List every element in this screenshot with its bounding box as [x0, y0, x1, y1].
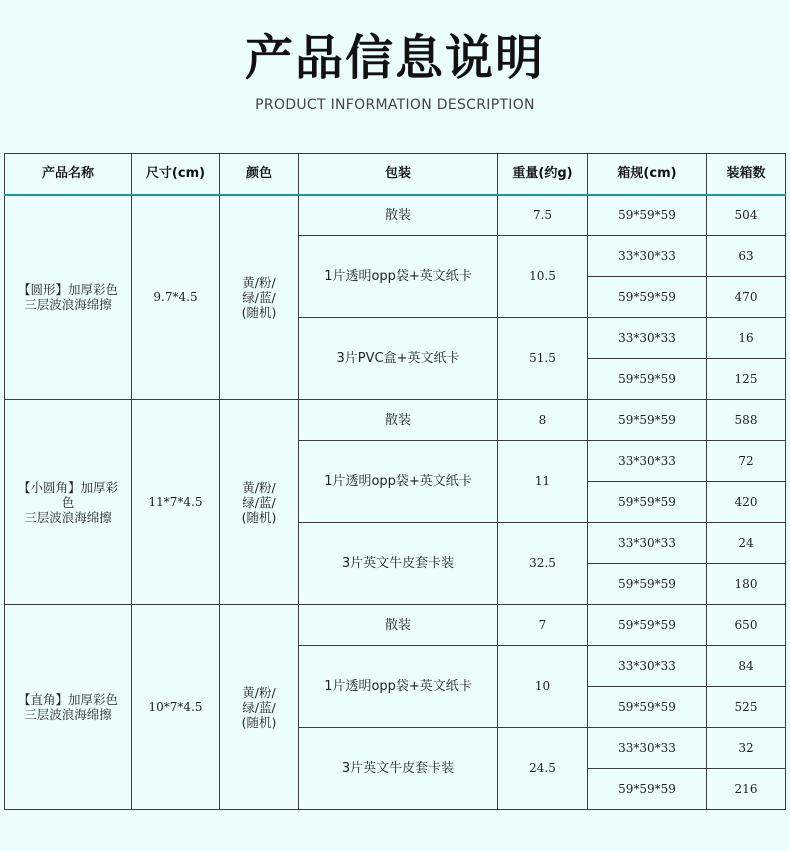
product-size-cell: 9.7*4.5: [132, 195, 220, 400]
weight-cell: 32.5: [498, 523, 588, 605]
weight-cell: 8: [498, 400, 588, 441]
col-header-carton-spec: 箱规(cm): [588, 154, 707, 195]
col-header-weight: 重量(约g): [498, 154, 588, 195]
color-line: (随机): [241, 304, 277, 320]
col-header-packaging: 包装: [299, 154, 498, 195]
product-name-cell: [5, 605, 132, 810]
carton-spec-cell: 59*59*59: [588, 482, 707, 523]
carton-qty-cell: 72: [707, 441, 786, 482]
carton-qty-cell: 525: [707, 687, 786, 728]
carton-spec-cell: 59*59*59: [588, 195, 707, 236]
carton-qty-cell: 32: [707, 728, 786, 769]
carton-spec-cell: 59*59*59: [588, 687, 707, 728]
carton-qty-cell: 125: [707, 359, 786, 400]
packaging-cell: 1片透明opp袋+英文纸卡: [299, 236, 498, 318]
col-header-size: 尺寸(cm): [132, 154, 220, 195]
weight-cell: 24.5: [498, 728, 588, 810]
col-header-color: 颜色: [220, 154, 299, 195]
table-row: [5, 605, 786, 646]
carton-qty-cell: 504: [707, 195, 786, 236]
product-name-line: 【小圆角】加厚彩: [17, 479, 118, 495]
carton-spec-cell: 33*30*33: [588, 318, 707, 359]
product-name-line: 三层波浪海绵擦: [24, 297, 112, 313]
carton-spec-cell: 33*30*33: [588, 728, 707, 769]
product-size-cell: 11*7*4.5: [132, 400, 220, 605]
carton-spec-cell: 33*30*33: [588, 441, 707, 482]
packaging-cell: 3片英文牛皮套卡装: [299, 523, 498, 605]
packaging-cell: 3片PVC盒+英文纸卡: [299, 318, 498, 400]
packaging-cell: 3片英文牛皮套卡装: [299, 728, 498, 810]
carton-spec-cell: 59*59*59: [588, 277, 707, 318]
product-color-cell: [220, 605, 299, 810]
product-color-cell: [220, 195, 299, 400]
weight-cell: 7: [498, 605, 588, 646]
product-size-cell: 10*7*4.5: [132, 605, 220, 810]
carton-qty-cell: 588: [707, 400, 786, 441]
carton-qty-cell: 650: [707, 605, 786, 646]
weight-cell: 51.5: [498, 318, 588, 400]
product-name-cell: [5, 195, 132, 400]
product-name-line: 【圆形】加厚彩色: [17, 282, 118, 298]
packaging-cell: 散装: [299, 605, 498, 646]
col-header-carton-qty: 装箱数: [707, 154, 786, 195]
carton-qty-cell: 420: [707, 482, 786, 523]
product-color-cell: [220, 400, 299, 605]
carton-qty-cell: 63: [707, 236, 786, 277]
packaging-cell: 散装: [299, 195, 498, 236]
table-row: [5, 195, 786, 236]
weight-cell: 7.5: [498, 195, 588, 236]
product-info-table: [4, 153, 786, 810]
carton-qty-cell: 216: [707, 769, 786, 810]
table-row: [5, 400, 786, 441]
color-line: 绿/蓝/: [242, 494, 276, 510]
color-line: 绿/蓝/: [242, 289, 276, 305]
packaging-cell: 1片透明opp袋+英文纸卡: [299, 646, 498, 728]
color-line: 黄/粉/: [242, 684, 276, 700]
product-name-line: 【直角】加厚彩色: [17, 692, 118, 707]
carton-qty-cell: 16: [707, 318, 786, 359]
color-line: (随机): [241, 714, 277, 730]
color-line: 黄/粉/: [242, 274, 276, 290]
page-subtitle: PRODUCT INFORMATION DESCRIPTION: [255, 97, 535, 113]
product-name-cell: [5, 400, 132, 605]
product-name-line: 色: [61, 494, 75, 510]
page-title: 产品信息说明: [244, 30, 545, 86]
carton-spec-cell: 33*30*33: [588, 236, 707, 277]
weight-cell: 11: [498, 441, 588, 523]
carton-qty-cell: 24: [707, 523, 786, 564]
color-line: 绿/蓝/: [242, 699, 276, 715]
carton-qty-cell: 470: [707, 277, 786, 318]
weight-cell: 10: [498, 646, 588, 728]
carton-spec-cell: 59*59*59: [588, 359, 707, 400]
carton-spec-cell: 59*59*59: [588, 564, 707, 605]
packaging-cell: 散装: [299, 400, 498, 441]
table-header-row: [5, 154, 786, 195]
carton-spec-cell: 59*59*59: [588, 605, 707, 646]
packaging-cell: 1片透明opp袋+英文纸卡: [299, 441, 498, 523]
weight-cell: 10.5: [498, 236, 588, 318]
product-name-line: 三层波浪海绵擦: [24, 707, 112, 722]
carton-qty-cell: 180: [707, 564, 786, 605]
carton-spec-cell: 33*30*33: [588, 523, 707, 564]
col-header-name: 产品名称: [5, 154, 132, 195]
carton-qty-cell: 84: [707, 646, 786, 687]
product-name-line: 三层波浪海绵擦: [24, 509, 112, 525]
color-line: 黄/粉/: [242, 479, 276, 495]
carton-spec-cell: 59*59*59: [588, 400, 707, 441]
carton-spec-cell: 33*30*33: [588, 646, 707, 687]
color-line: (随机): [241, 509, 277, 525]
carton-spec-cell: 59*59*59: [588, 769, 707, 810]
